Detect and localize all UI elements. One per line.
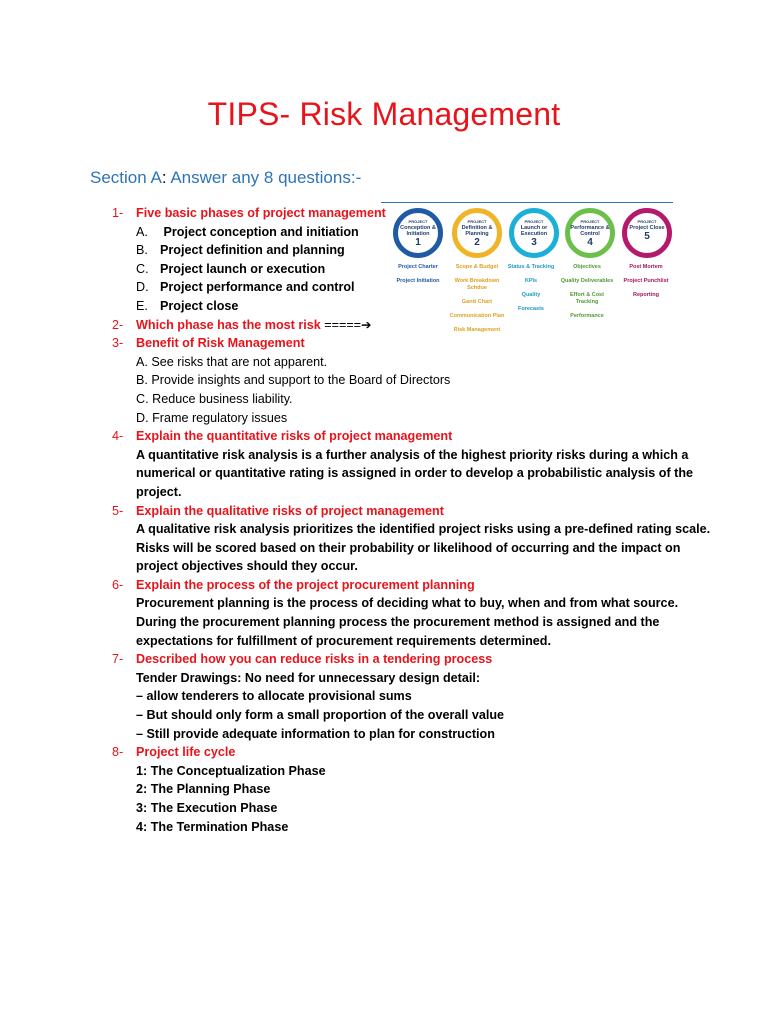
question-text: Which phase has the most risk (136, 317, 321, 332)
phase-label: Conception & Initiation (400, 225, 436, 237)
section-text: Answer any 8 questions:- (166, 168, 362, 187)
phase-number: 4 (587, 237, 593, 248)
question-row-2 (112, 316, 682, 335)
answer-line (112, 353, 682, 372)
sub-letter: A. (136, 224, 148, 239)
answer-line (112, 613, 682, 632)
answer-line (112, 371, 682, 390)
answer-text: numerical or quantitative rating is assigned in order to develop a probabilistic analysis of the (136, 466, 694, 481)
phase-number: 5 (644, 231, 650, 242)
answer-text: Risks will be scored based on their probability or likelihood of occurring and the impact on (136, 540, 681, 555)
question-text: Five basic phases of project management (136, 206, 386, 220)
sub-item (136, 297, 238, 316)
question-number: 6- (112, 577, 124, 592)
question-number: 2- (112, 317, 124, 332)
answer-text: D. Frame regulatory issues (136, 410, 288, 425)
answer-text: During the procurement planning process the procurement method is assigned and the (136, 615, 660, 630)
answer-text: project. (136, 484, 182, 499)
phase-detail: Reporting (633, 292, 659, 298)
sub-text: Project launch or execution (160, 261, 326, 276)
answer-line (112, 594, 682, 613)
answer-line (112, 557, 682, 576)
question-number: 8- (112, 745, 124, 760)
phase-detail: Objectives (573, 264, 601, 270)
question-text: Explain the qualitative risks of project management (136, 503, 444, 518)
section-label: Section A (90, 168, 162, 187)
list-item (112, 278, 682, 297)
question-row-6 (112, 576, 682, 595)
question-row-1 (112, 204, 682, 223)
phase-detail: Forecasts (518, 306, 544, 312)
question-number: 3- (112, 336, 124, 351)
question-text: Project life cycle (136, 745, 236, 760)
sub-text: Project conception and initiation (160, 224, 359, 239)
question-text: Benefit of Risk Management (136, 336, 305, 351)
question-text: Explain the quantitative risks of project management (136, 429, 453, 444)
phase-detail: Communication Plan (449, 313, 505, 319)
question-row-7 (112, 650, 682, 669)
question-text: Explain the process of the project procurement planning (136, 577, 475, 592)
graphic-top-rule (381, 202, 673, 203)
answer-text: project objectives should they occur. (136, 559, 358, 574)
answer-text: A. See risks that are not apparent. (136, 354, 328, 369)
answer-line (112, 818, 682, 837)
page-title: TIPS- Risk Management (207, 96, 561, 132)
arrow-icon: =====➔ (320, 317, 372, 332)
list-item (112, 241, 682, 260)
phase-label: Definition & Planning (461, 225, 493, 237)
sub-letter: E. (136, 298, 148, 313)
answer-text: 3: The Execution Phase (136, 801, 278, 815)
sub-text: Project performance and control (160, 280, 355, 295)
answer-line (112, 483, 682, 502)
answer-line (112, 706, 682, 725)
phase-detail: Post Mortem (629, 264, 663, 270)
answer-line (112, 632, 682, 651)
answer-line (112, 390, 682, 409)
phase-detail: Quality (521, 292, 541, 298)
phase-top-label: PROJECT (524, 219, 544, 224)
answer-text: B. Provide insights and support to the Board of Directors (136, 373, 451, 388)
answer-text: 2: The Planning Phase (136, 782, 271, 797)
phase-detail: Scope & Budget (455, 264, 499, 270)
answer-text: Procurement planning is the process of deciding what to buy, when and from what source. (136, 596, 679, 611)
answer-text: – But should only form a small proportion of the overall value (136, 708, 505, 723)
list-item (112, 223, 682, 242)
sub-item (136, 241, 345, 260)
answer-text: C. Reduce business liability. (136, 391, 293, 406)
question-text: Described how you can reduce risks in a tendering process (136, 652, 493, 667)
phase-number: 2 (474, 237, 480, 248)
phase-label: Launch or Execution (520, 225, 548, 237)
question-number: 1- (112, 206, 124, 220)
phase-top-label: PROJECT (637, 219, 657, 224)
sub-letter: B. (136, 243, 148, 258)
answer-text: expectations for fulfillment of procurement requirements determined. (136, 633, 551, 648)
phase-detail: Project Initiation (396, 278, 440, 284)
question-row-4 (112, 427, 682, 446)
question-with-arrow (136, 316, 372, 335)
answer-text: 4: The Termination Phase (136, 819, 289, 834)
sub-item (136, 223, 359, 242)
question-number: 4- (112, 429, 124, 444)
phase-detail: Work Breakdown Schdue (454, 278, 500, 291)
section-colon: : (161, 168, 167, 187)
answer-text: A qualitative risk analysis prioritizes the identified project risks using a pre-defined rating scale. (136, 522, 711, 537)
phase-top-label: PROJECT (467, 219, 487, 224)
phase-detail: Project Charter (398, 264, 438, 270)
phase-detail: Gantt Chart (461, 299, 493, 305)
list-item (112, 260, 682, 279)
phase-detail: Status & Tracking (507, 264, 555, 270)
answer-line (112, 799, 682, 818)
phase-label: Project Close (629, 225, 665, 231)
answer-line (112, 725, 682, 744)
phase-top-label: PROJECT (580, 219, 600, 224)
question-row-5 (112, 502, 682, 521)
answer-line (112, 464, 694, 483)
answer-text: – Still provide adequate information to plan for construction (136, 726, 495, 741)
question-number: 5- (112, 503, 124, 518)
question-list (112, 204, 711, 836)
answer-line (112, 669, 682, 688)
phase-top-label: PROJECT (408, 219, 428, 224)
sub-text: Project close (160, 298, 239, 313)
answer-line (112, 539, 682, 558)
answer-line (112, 520, 711, 539)
sub-letter: C. (136, 261, 149, 276)
phase-detail: Effort & Cost Tracking (570, 292, 604, 305)
sub-text: Project definition and planning (160, 243, 345, 258)
phase-number: 1 (415, 237, 421, 248)
phase-detail: Performance (570, 313, 604, 319)
answer-text: – allow tenderers to allocate provisional sums (136, 689, 412, 704)
answer-line (112, 762, 682, 781)
answer-line (112, 780, 682, 799)
question-row-8 (112, 743, 682, 762)
section-heading (90, 168, 361, 188)
sub-item (136, 278, 355, 297)
phase-detail: KPIs (524, 278, 538, 284)
answer-text: Tender Drawings: No need for unnecessary design detail: (136, 670, 481, 685)
sub-item (136, 260, 325, 279)
question-row-3 (112, 334, 682, 353)
phase-number: 3 (531, 237, 537, 248)
answer-text: A quantitative risk analysis is a further analysis of the highest priority risks during a which a (136, 447, 689, 462)
phase-label: Performance & Control (570, 225, 610, 237)
phase-detail: Project Punchlist (623, 278, 669, 284)
answer-line (112, 409, 682, 428)
answer-line (112, 687, 682, 706)
answer-text: 1: The Conceptualization Phase (136, 763, 326, 778)
sub-letter: D. (136, 280, 149, 295)
question-number: 7- (112, 652, 124, 667)
phase-detail: Quality Deliverables (560, 278, 614, 284)
phase-detail: Risk Management (453, 327, 501, 333)
list-item (112, 297, 682, 316)
answer-line (112, 446, 689, 465)
